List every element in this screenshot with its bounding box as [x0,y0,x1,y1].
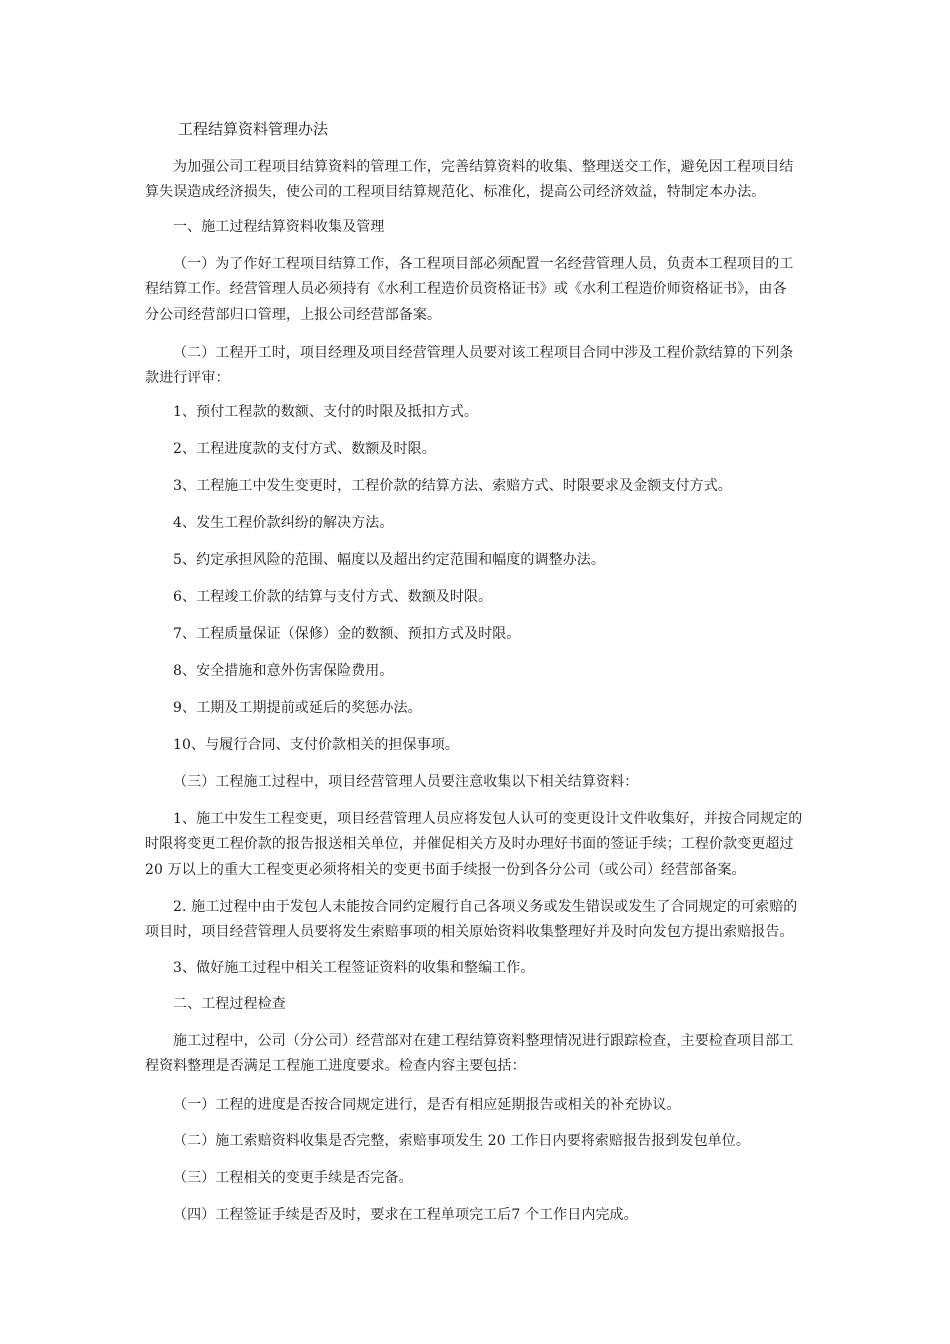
document-title: 工程结算资料管理办法 [178,120,329,138]
check-item-4: （四）工程签证手续是否及时，要求在工程单项完工后7 个工作日内完成。 [173,1207,638,1223]
paragraph-1-line-1: （一）为了作好工程项目结算工作，各工程项目部必须配置一名经营管理人员，负责本工程项目的工 [173,256,794,272]
paragraph-4-line-1: 1、施工中发生工程变更，项目经营管理人员应将发包人认可的变更设计文件收集好，并按合同规定的 [173,811,803,827]
paragraph-2-line-1: （二）工程开工时，项目经理及项目经营管理人员要对该工程项目合同中涉及工程价款结算的下列条 [173,345,794,361]
paragraph-7-line-1: 施工过程中，公司（分公司）经营部对在建工程结算资料整理情况进行跟踪检查，主要检查项目部工 [173,1033,794,1049]
paragraph-intro-line-1: 为加强公司工程项目结算资料的管理工作，完善结算资料的收集、整理送交工作，避免因工程项目结 [173,159,794,175]
list-item-2: 2、工程进度款的支付方式、数额及时限。 [173,441,436,457]
list-item-1: 1、预付工程款的数额、支付的时限及抵扣方式。 [173,404,479,420]
paragraph-intro-line-2: 算失误造成经济损失，使公司的工程项目结算规范化、标准化，提高公司经济效益，特制定本办法。 [145,184,766,200]
paragraph-4-line-3: 20 万以上的重大工程变更必须将相关的变更书面手续报一份到各分公司（或公司）经营部备案。 [145,862,746,878]
check-item-3: （三）工程相关的变更手续是否完备。 [173,1170,413,1186]
paragraph-7-line-2: 程资料整理是否满足工程施工进度要求。检查内容主要包括： [145,1058,526,1074]
paragraph-3: （三）工程施工过程中，项目经营管理人员要注意收集以下相关结算资料： [173,774,639,790]
paragraph-1-line-2: 程结算工作。经营管理人员必须持有《水利工程造价员资格证书》或《水利工程造价师资格证书》，由各 [145,281,787,297]
list-item-5: 5、约定承担风险的范围、幅度以及超出约定范围和幅度的调整办法。 [173,552,606,568]
list-item-10: 10、与履行合同、支付价款相关的担保事项。 [173,737,459,753]
list-item-7: 7、工程质量保证（保修）金的数额、预扣方式及时限。 [173,626,521,642]
list-item-9: 9、工期及工期提前或延后的奖惩办法。 [173,700,422,716]
section-heading-1: 一、施工过程结算资料收集及管理 [173,219,385,235]
check-item-1: （一）工程的进度是否按合同规定进行，是否有相应延期报告或相关的补充协议。 [173,1097,681,1113]
paragraph-1-line-3: 分公司经营部归口管理，上报公司经营部备案。 [145,307,442,323]
section-heading-2: 二、工程过程检查 [173,996,286,1012]
paragraph-5-line-2: 项目时，项目经营管理人员要将发生索赔事项的相关原始资料收集整理好并及时向发包方提出索赔报告。 [145,924,794,940]
list-item-8: 8、安全措施和意外伤害保险费用。 [173,663,394,679]
check-item-2: （二）施工索赔资料收集是否完整，索赔事项发生 20 工作日内要将索赔报告报到发包单位。 [173,1133,751,1149]
paragraph-2-line-2: 款进行评审： [145,370,230,386]
list-item-6: 6、工程竣工价款的结算与支付方式、数额及时限。 [173,589,493,605]
list-item-3: 3、工程施工中发生变更时，工程价款的结算方法、索赔方式、时限要求及金额支付方式。 [173,478,732,494]
paragraph-4-line-2: 时限将变更工程价款的报告报送相关单位，并催促相关方及时办理好书面的签证手续；工程价款变更超过 [145,836,794,852]
paragraph-6: 3、做好施工过程中相关工程签证资料的收集和整编工作。 [173,960,535,976]
list-item-4: 4、发生工程价款纠纷的解决方法。 [173,515,394,531]
paragraph-5-line-1: 2. 施工过程中由于发包人未能按合同约定履行自己各项义务或发生错误或发生了合同规定的可索赔的 [173,899,798,915]
